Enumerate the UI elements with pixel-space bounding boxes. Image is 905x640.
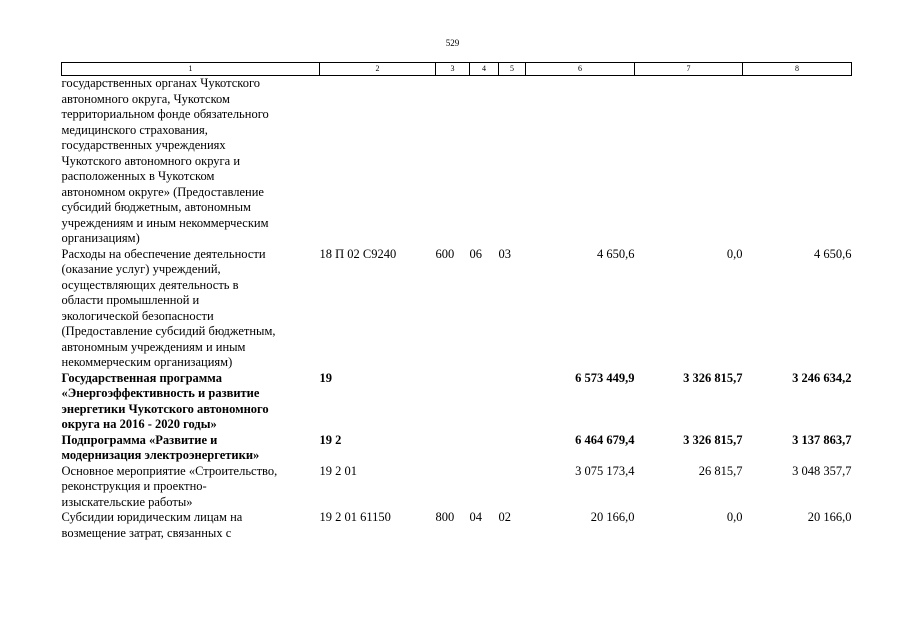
row-name-line: реконструкция и проектно-	[61, 479, 207, 493]
csr-cell: 19	[319, 370, 332, 385]
row-name-cell	[62, 510, 320, 541]
sum-federal-cell: 3 326 815,7	[683, 370, 743, 385]
row-name-cell	[62, 464, 320, 511]
rz-cell: 04	[469, 510, 482, 524]
pr-cell	[499, 76, 526, 247]
row-name-line: медицинского страхования,	[61, 122, 208, 137]
sum-regional-cell: 3 137 863,7	[792, 432, 852, 447]
page-number: 529	[445, 38, 460, 48]
sum-federal-cell: 26 815,7	[698, 463, 743, 478]
rz-cell	[470, 76, 499, 247]
csr-cell: 19 2	[319, 432, 342, 447]
csr-cell	[320, 76, 436, 247]
csr-cell: 19 2 01 61150	[319, 510, 391, 524]
sum-2021-cell: 3 075 173,4	[575, 463, 635, 478]
csr-cell: 19 2 01	[319, 463, 357, 478]
vr-cell	[436, 371, 470, 433]
column-header: 6	[526, 63, 635, 76]
row-name-line: Субсидии юридическим лицам на	[61, 510, 243, 524]
table-row	[62, 247, 852, 371]
pr-cell: 02	[498, 510, 511, 524]
table-row	[62, 371, 852, 433]
row-name-line: государственных учреждениях	[61, 138, 226, 152]
sum-regional-cell	[743, 76, 852, 247]
table-row	[62, 464, 852, 511]
sum-regional-cell: 3 048 357,7	[792, 463, 852, 478]
column-header: 7	[635, 63, 743, 76]
table-row	[62, 76, 852, 247]
column-header: 3	[436, 63, 470, 76]
row-name-line: автономного округа, Чукотском	[61, 91, 230, 106]
row-name-line: (оказание услуг) учреждений,	[61, 262, 221, 276]
vr-cell	[436, 433, 470, 464]
row-name-line: округа на 2016 - 2020 годы»	[61, 417, 217, 431]
sum-regional-cell: 3 246 634,2	[792, 370, 852, 385]
rz-cell	[470, 464, 499, 511]
row-name-line: расположенных в Чукотском	[61, 169, 215, 183]
sum-federal-cell: 0,0	[726, 246, 743, 261]
table-row	[62, 433, 852, 464]
row-name-line: изыскательские работы»	[61, 494, 193, 509]
row-name-line: организациям)	[61, 231, 140, 245]
table-row	[62, 510, 852, 541]
row-name-line: экологической безопасности	[61, 308, 214, 323]
row-name-line: автономном округе» (Предоставление	[61, 184, 264, 199]
sum-2021-cell: 20 166,0	[590, 510, 635, 524]
table-header-row	[62, 63, 852, 76]
vr-cell: 800	[435, 510, 455, 524]
row-name-cell	[62, 433, 320, 464]
sum-2021-cell	[526, 76, 635, 247]
vr-cell	[436, 76, 470, 247]
sum-federal-cell: 0,0	[726, 510, 743, 524]
column-header: 8	[743, 63, 852, 76]
rz-cell	[470, 433, 499, 464]
row-name-line: Расходы на обеспечение деятельности	[61, 246, 266, 261]
row-name-line: «Энергоэффективность и развитие	[61, 386, 260, 400]
row-name-line: (Предоставление субсидий бюджетным,	[61, 324, 276, 338]
row-name-cell	[62, 76, 320, 247]
row-name-line: Основное мероприятие «Строительство,	[61, 463, 278, 478]
row-name-line: Подпрограмма «Развитие и	[61, 432, 218, 447]
pr-cell	[499, 371, 526, 433]
vr-cell: 600	[435, 246, 455, 261]
sum-regional-cell: 20 166,0	[807, 510, 852, 524]
pr-cell	[499, 433, 526, 464]
row-name-line: области промышленной и	[61, 293, 200, 307]
row-name-line: автономным учреждениям и иным	[61, 339, 246, 354]
sum-2021-cell: 4 650,6	[597, 246, 635, 261]
column-header: 4	[470, 63, 499, 76]
rz-cell: 06	[469, 246, 482, 261]
sum-federal-cell: 3 326 815,7	[683, 432, 743, 447]
row-name-line: возмещение затрат, связанных с	[61, 525, 232, 540]
pr-cell: 03	[498, 246, 511, 261]
pr-cell	[499, 464, 526, 511]
row-name-line: территориальном фонде обязательного	[61, 107, 269, 121]
vr-cell	[436, 464, 470, 511]
row-name-line: некоммерческим организациям)	[61, 355, 233, 369]
row-name-line: осуществляющих деятельность в	[61, 277, 239, 292]
rz-cell	[470, 371, 499, 433]
row-name-line: государственных органах Чукотского	[61, 76, 261, 90]
row-name-line: учреждениям и иным некоммерческим	[61, 215, 269, 230]
row-name-line: Государственная программа	[61, 370, 222, 385]
sum-regional-cell: 4 650,6	[814, 246, 852, 261]
column-header: 5	[499, 63, 526, 76]
budget-table	[61, 62, 852, 541]
column-header: 2	[320, 63, 436, 76]
sum-2021-cell: 6 464 679,4	[575, 432, 635, 447]
row-name-cell	[62, 371, 320, 433]
sum-2021-cell: 6 573 449,9	[575, 370, 635, 385]
row-name-line: модернизация электроэнергетики»	[61, 448, 260, 462]
row-name-line: субсидий бюджетным, автономным	[61, 200, 251, 214]
table-body	[62, 76, 852, 542]
row-name-line: Чукотского автономного округа и	[61, 153, 241, 168]
column-header: 1	[62, 63, 320, 76]
row-name-line: энергетики Чукотского автономного	[61, 401, 269, 416]
row-name-cell	[62, 247, 320, 371]
sum-federal-cell	[635, 76, 743, 247]
csr-cell: 18 П 02 С9240	[319, 246, 397, 261]
